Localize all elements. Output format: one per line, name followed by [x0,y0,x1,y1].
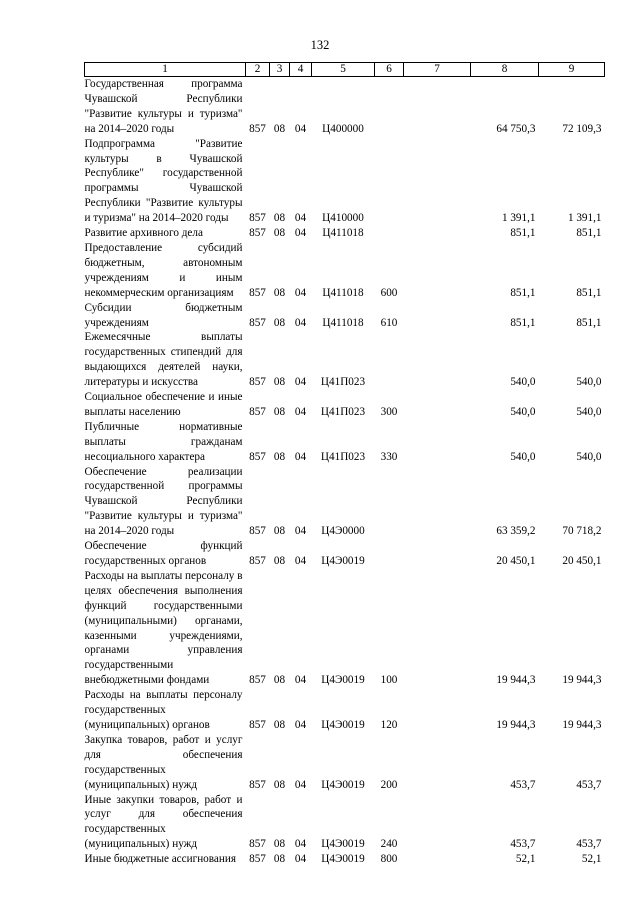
subsection-code: 04 [294,674,307,687]
budget-table [84,62,605,867]
subsection-code: 04 [294,450,307,463]
subsection-code: 04 [294,853,307,866]
subsection-code: 04 [294,376,307,389]
ministry-code: 857 [249,838,266,851]
ministry-code: 857 [249,450,266,463]
table-body [85,77,605,868]
target-article-code: Ц411018 [322,227,364,240]
amount-column-8: 851,1 [510,316,536,329]
expense-type-code [375,137,404,226]
ministry-code: 857 [249,555,266,567]
subsection-code: 04 [294,227,307,240]
target-article-code: Ц411018 [322,286,364,299]
column-7-value [404,241,471,301]
expense-type-code [375,539,404,569]
row-name: Развитие архивного дела [84,227,203,240]
table-row [85,852,605,867]
column-header: 1 [85,63,246,77]
table-row [85,793,605,853]
table-row [85,77,605,137]
amount-column-9: 19 944,3 [562,674,602,687]
table-row [85,465,605,540]
table-row [85,330,605,390]
row-name: Государственная программа Чувашской Республики "Развитие культуры и туризма" на 2014–2020 годы [84,78,243,135]
row-name: Субсидии бюджетным учреждениям [84,301,243,329]
column-7-value [404,226,471,241]
target-article-code: Ц4Э0019 [321,674,365,687]
amount-column-8: 63 359,2 [496,525,536,538]
row-name: Социальное обеспечение и иные выплаты населению [84,391,243,418]
amount-column-9: 19 944,3 [562,718,602,731]
expense-type-code: 200 [380,778,398,791]
column-header: 9 [539,63,605,77]
expense-type-code [375,330,404,390]
subsection-code: 04 [294,525,307,538]
amount-column-8: 1 391,1 [501,212,536,225]
column-7-value [404,77,471,137]
subsection-code: 04 [294,555,307,567]
row-name: Расходы на выплаты персоналу в целях обеспечения выполнения функций государственными (муниципальными) органами, казенными учреждениями, органами управления государственными внебюджетными фондами [84,569,243,687]
subsection-code: 04 [294,212,307,225]
amount-column-9: 72 109,3 [562,122,602,135]
section-code: 08 [273,405,286,418]
section-code: 08 [273,376,286,389]
row-name: Обеспечение функций государственных органов [84,540,243,567]
expense-type-code: 120 [380,718,398,731]
target-article-code: Ц4Э0000 [321,525,365,538]
section-code: 08 [273,450,286,463]
table-row [85,390,605,420]
table-row [85,137,605,226]
amount-column-9: 851,1 [576,316,602,329]
section-code: 08 [273,555,286,567]
expense-type-code: 100 [380,674,398,687]
amount-column-8: 19 944,3 [496,718,536,731]
section-code: 08 [273,122,286,135]
section-code: 08 [273,227,286,240]
table-row [85,301,605,331]
row-name: Иные закупки товаров, работ и услуг для обеспечения государственных (муниципальных) нужд [84,793,243,851]
section-code: 08 [273,838,286,851]
ministry-code: 857 [249,405,266,418]
row-name: Публичные нормативные выплаты гражданам несоциального характера [84,420,243,463]
subsection-code: 04 [294,718,307,731]
amount-column-9: 20 450,1 [562,555,602,567]
section-code: 08 [273,853,286,866]
column-7-value [404,793,471,853]
table-row [85,241,605,301]
target-article-code: Ц4Э0019 [321,853,365,866]
amount-column-8: 64 750,3 [496,122,536,135]
ministry-code: 857 [249,674,266,687]
column-header: 3 [270,63,290,77]
row-name: Подпрограмма "Развитие культуры в Чувашской Республике" государственной программы Чувашской Республики "Развитие культуры и туризма" на 2014–2020 годы [84,137,243,225]
column-7-value [404,301,471,331]
column-7-value [404,852,471,867]
table-row [85,733,605,793]
subsection-code: 04 [294,122,307,135]
amount-column-8: 540,0 [510,405,536,418]
target-article-code: Ц400000 [322,122,364,135]
column-7-value [404,539,471,569]
subsection-code: 04 [294,316,307,329]
expense-type-code [375,226,404,241]
expense-type-code: 600 [380,286,398,299]
target-article-code: Ц4Э0019 [321,778,365,791]
column-header: 7 [404,63,471,77]
amount-column-8: 540,0 [510,376,536,389]
amount-column-8: 19 944,3 [496,674,536,687]
target-article-code: Ц41П023 [320,450,366,463]
amount-column-8: 20 450,1 [496,555,536,567]
row-name: Закупка товаров, работ и услуг для обеспечения государственных (муниципальных) нужд [84,733,243,791]
row-name: Иные бюджетные ассигнования [84,853,236,866]
ministry-code: 857 [249,212,266,225]
column-7-value [404,569,471,688]
section-code: 08 [273,316,286,329]
column-header: 2 [246,63,270,77]
amount-column-9: 1 391,1 [567,212,602,225]
amount-column-9: 540,0 [576,450,602,463]
column-header: 6 [375,63,404,77]
amount-column-9: 851,1 [576,286,602,299]
amount-column-9: 851,1 [576,227,602,240]
amount-column-9: 70 718,2 [562,525,602,538]
subsection-code: 04 [294,405,307,418]
expense-type-code [375,77,404,137]
amount-column-8: 851,1 [510,286,536,299]
subsection-code: 04 [294,838,307,851]
row-name: Обеспечение реализации государственной программы Чувашской Республики "Развитие культуры и туризма" на 2014–2020 годы [84,465,243,538]
expense-type-code: 800 [380,853,398,866]
amount-column-8: 540,0 [510,450,536,463]
table-row [85,688,605,733]
amount-column-9: 453,7 [576,778,602,791]
ministry-code: 857 [249,525,266,538]
target-article-code: Ц4Э0019 [321,838,365,851]
ministry-code: 857 [249,778,266,791]
ministry-code: 857 [249,227,266,240]
column-7-value [404,420,471,465]
target-article-code: Ц41П023 [320,376,366,389]
amount-column-8: 453,7 [510,778,536,791]
subsection-code: 04 [294,286,307,299]
amount-column-9: 52,1 [581,853,602,866]
expense-type-code: 300 [380,405,398,418]
table-row [85,539,605,569]
section-code: 08 [273,525,286,538]
amount-column-9: 540,0 [576,405,602,418]
target-article-code: Ц410000 [322,212,364,225]
subsection-code: 04 [294,778,307,791]
ministry-code: 857 [249,376,266,389]
column-header: 8 [471,63,539,77]
amount-column-9: 453,7 [576,838,602,851]
amount-column-8: 851,1 [510,227,536,240]
page-number: 132 [310,38,330,52]
section-code: 08 [273,778,286,791]
amount-column-8: 52,1 [515,853,536,866]
amount-column-9: 540,0 [576,376,602,389]
section-code: 08 [273,674,286,687]
ministry-code: 857 [249,122,266,135]
target-article-code: Ц411018 [322,316,364,329]
column-number-header [85,63,605,77]
expense-type-code [375,465,404,540]
table-row [85,420,605,465]
section-code: 08 [273,718,286,731]
target-article-code: Ц41П023 [320,405,366,418]
column-header: 5 [312,63,375,77]
ministry-code: 857 [249,853,266,866]
target-article-code: Ц4Э0019 [321,718,365,731]
ministry-code: 857 [249,718,266,731]
expense-type-code: 240 [380,838,398,851]
table-row [85,569,605,688]
section-code: 08 [273,286,286,299]
table-row [85,226,605,241]
expense-type-code: 330 [380,450,398,463]
column-7-value [404,330,471,390]
column-7-value [404,137,471,226]
section-code: 08 [273,212,286,225]
target-article-code: Ц4Э0019 [321,555,365,567]
row-name: Ежемесячные выплаты государственных стипендий для выдающихся деятелей науки, литературы и искусства [84,331,243,389]
row-name: Расходы на выплаты персоналу государственных (муниципальных) органов [84,689,243,731]
amount-column-8: 453,7 [510,838,536,851]
column-header: 4 [290,63,312,77]
expense-type-code: 610 [380,316,398,329]
column-7-value [404,465,471,540]
column-7-value [404,733,471,793]
ministry-code: 857 [249,316,266,329]
row-name: Предоставление субсидий бюджетным, автономным учреждениям и иным некоммерческим организациям [84,241,243,299]
ministry-code: 857 [249,286,266,299]
column-7-value [404,688,471,733]
column-7-value [404,390,471,420]
